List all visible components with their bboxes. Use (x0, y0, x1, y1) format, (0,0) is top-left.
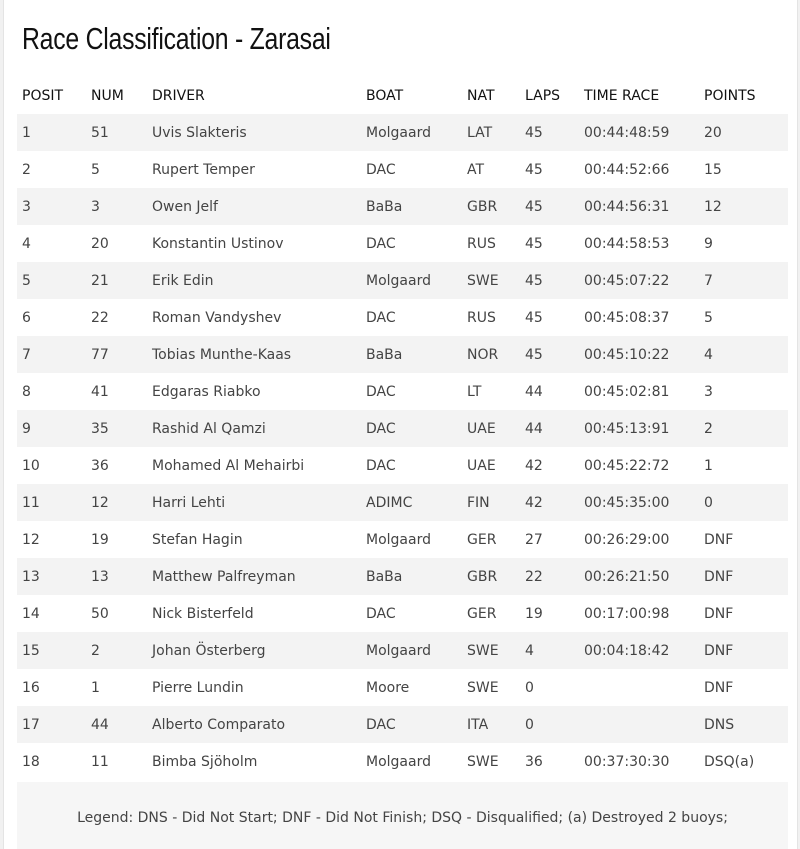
cell-posit: 8 (17, 373, 86, 410)
cell-boat: Molgaard (361, 632, 462, 669)
table-row (17, 558, 788, 595)
cell-laps: 27 (520, 521, 579, 558)
cell-driver: Erik Edin (147, 262, 361, 299)
cell-nat: LAT (462, 114, 520, 151)
cell-points: DNF (699, 632, 788, 669)
cell-nat: NOR (462, 336, 520, 373)
table-header-row (17, 77, 788, 114)
cell-posit: 2 (17, 151, 86, 188)
cell-time-race: 00:44:52:66 (579, 151, 699, 188)
cell-driver: Matthew Palfreyman (147, 558, 361, 595)
cell-time-race: 00:44:48:59 (579, 114, 699, 151)
table-row (17, 151, 788, 188)
cell-laps: 36 (520, 743, 579, 780)
cell-boat: Molgaard (361, 743, 462, 780)
cell-posit: 15 (17, 632, 86, 669)
cell-num: 19 (86, 521, 147, 558)
cell-num: 44 (86, 706, 147, 743)
table-row (17, 262, 788, 299)
cell-time-race: 00:04:18:42 (579, 632, 699, 669)
cell-time-race: 00:45:22:72 (579, 447, 699, 484)
cell-num: 21 (86, 262, 147, 299)
cell-nat: UAE (462, 410, 520, 447)
table-row (17, 484, 788, 521)
cell-laps: 45 (520, 151, 579, 188)
cell-time-race: 00:26:21:50 (579, 558, 699, 595)
column-header-num: NUM (91, 87, 124, 104)
cell-nat: FIN (462, 484, 520, 521)
cell-points: 3 (699, 373, 788, 410)
cell-nat: GBR (462, 188, 520, 225)
cell-laps: 4 (520, 632, 579, 669)
cell-driver: Bimba Sjöholm (147, 743, 361, 780)
cell-posit: 3 (17, 188, 86, 225)
page-title: Race Classification - Zarasai (22, 21, 331, 56)
cell-posit: 7 (17, 336, 86, 373)
cell-points: DNF (699, 521, 788, 558)
cell-laps: 0 (520, 706, 579, 743)
table-row (17, 632, 788, 669)
cell-driver: Rupert Temper (147, 151, 361, 188)
cell-num: 5 (86, 151, 147, 188)
cell-points: 20 (699, 114, 788, 151)
cell-laps: 44 (520, 410, 579, 447)
cell-boat: DAC (361, 447, 462, 484)
cell-num: 12 (86, 484, 147, 521)
cell-points: DSQ(a) (699, 743, 788, 780)
cell-boat: BaBa (361, 188, 462, 225)
column-header-driver: DRIVER (152, 87, 205, 104)
cell-time-race: 00:45:07:22 (579, 262, 699, 299)
cell-num: 35 (86, 410, 147, 447)
cell-points: DNF (699, 595, 788, 632)
table-row (17, 669, 788, 706)
cell-driver: Harri Lehti (147, 484, 361, 521)
cell-posit: 6 (17, 299, 86, 336)
cell-boat: Molgaard (361, 521, 462, 558)
table-row (17, 743, 788, 780)
cell-laps: 45 (520, 188, 579, 225)
cell-boat: DAC (361, 595, 462, 632)
cell-num: 2 (86, 632, 147, 669)
cell-time-race (579, 706, 699, 743)
table-row (17, 188, 788, 225)
cell-driver: Tobias Munthe-Kaas (147, 336, 361, 373)
cell-laps: 45 (520, 336, 579, 373)
cell-laps: 45 (520, 299, 579, 336)
cell-driver: Konstantin Ustinov (147, 225, 361, 262)
cell-posit: 1 (17, 114, 86, 151)
table-row (17, 373, 788, 410)
cell-boat: BaBa (361, 336, 462, 373)
cell-driver: Johan Österberg (147, 632, 361, 669)
cell-posit: 5 (17, 262, 86, 299)
cell-time-race (579, 669, 699, 706)
cell-boat: DAC (361, 225, 462, 262)
cell-nat: SWE (462, 669, 520, 706)
cell-posit: 12 (17, 521, 86, 558)
column-header-time-race: TIME RACE (584, 87, 660, 104)
cell-num: 22 (86, 299, 147, 336)
cell-laps: 44 (520, 373, 579, 410)
cell-laps: 45 (520, 262, 579, 299)
cell-posit: 11 (17, 484, 86, 521)
cell-laps: 42 (520, 484, 579, 521)
column-header-posit: POSIT (22, 87, 64, 104)
cell-points: 0 (699, 484, 788, 521)
cell-time-race: 00:17:00:98 (579, 595, 699, 632)
cell-time-race: 00:37:30:30 (579, 743, 699, 780)
cell-posit: 9 (17, 410, 86, 447)
classification-panel (3, 0, 798, 849)
cell-driver: Nick Bisterfeld (147, 595, 361, 632)
cell-points: 1 (699, 447, 788, 484)
cell-num: 50 (86, 595, 147, 632)
cell-points: 9 (699, 225, 788, 262)
cell-driver: Alberto Comparato (147, 706, 361, 743)
cell-driver: Stefan Hagin (147, 521, 361, 558)
cell-boat: Molgaard (361, 114, 462, 151)
cell-num: 77 (86, 336, 147, 373)
cell-time-race: 00:45:02:81 (579, 373, 699, 410)
cell-posit: 14 (17, 595, 86, 632)
cell-posit: 4 (17, 225, 86, 262)
table-row (17, 114, 788, 151)
legend-text: Legend: DNS - Did Not Start; DNF - Did Not Finish; DSQ - Disqualified; (a) Destroyed 2 buoys; (77, 810, 728, 826)
cell-nat: GER (462, 595, 520, 632)
cell-posit: 10 (17, 447, 86, 484)
cell-nat: RUS (462, 299, 520, 336)
cell-points: DNS (699, 706, 788, 743)
cell-driver: Roman Vandyshev (147, 299, 361, 336)
cell-driver: Owen Jelf (147, 188, 361, 225)
cell-nat: ITA (462, 706, 520, 743)
cell-points: 12 (699, 188, 788, 225)
cell-points: DNF (699, 669, 788, 706)
cell-num: 36 (86, 447, 147, 484)
legend-box (17, 782, 788, 849)
cell-points: 15 (699, 151, 788, 188)
cell-num: 3 (86, 188, 147, 225)
cell-posit: 17 (17, 706, 86, 743)
cell-points: 2 (699, 410, 788, 447)
table-row (17, 410, 788, 447)
cell-nat: SWE (462, 262, 520, 299)
cell-num: 41 (86, 373, 147, 410)
cell-nat: LT (462, 373, 520, 410)
cell-nat: AT (462, 151, 520, 188)
column-header-laps: LAPS (525, 87, 561, 104)
cell-time-race: 00:26:29:00 (579, 521, 699, 558)
column-header-boat: BOAT (366, 87, 404, 104)
classification-table (17, 77, 788, 780)
cell-num: 51 (86, 114, 147, 151)
cell-posit: 16 (17, 669, 86, 706)
cell-time-race: 00:45:10:22 (579, 336, 699, 373)
cell-boat: DAC (361, 706, 462, 743)
cell-boat: DAC (361, 299, 462, 336)
cell-driver: Edgaras Riabko (147, 373, 361, 410)
cell-boat: DAC (361, 151, 462, 188)
cell-time-race: 00:45:13:91 (579, 410, 699, 447)
cell-nat: UAE (462, 447, 520, 484)
cell-laps: 45 (520, 114, 579, 151)
cell-nat: GER (462, 521, 520, 558)
cell-driver: Rashid Al Qamzi (147, 410, 361, 447)
cell-driver: Pierre Lundin (147, 669, 361, 706)
cell-laps: 45 (520, 225, 579, 262)
cell-time-race: 00:45:08:37 (579, 299, 699, 336)
cell-points: 4 (699, 336, 788, 373)
cell-nat: SWE (462, 632, 520, 669)
cell-laps: 42 (520, 447, 579, 484)
cell-time-race: 00:44:56:31 (579, 188, 699, 225)
cell-num: 1 (86, 669, 147, 706)
cell-posit: 18 (17, 743, 86, 780)
column-header-points: POINTS (704, 87, 756, 104)
column-header-nat: NAT (467, 87, 495, 104)
cell-driver: Mohamed Al Mehairbi (147, 447, 361, 484)
cell-nat: RUS (462, 225, 520, 262)
cell-driver: Uvis Slakteris (147, 114, 361, 151)
cell-nat: GBR (462, 558, 520, 595)
cell-points: DNF (699, 558, 788, 595)
table-row (17, 225, 788, 262)
cell-points: 7 (699, 262, 788, 299)
cell-boat: DAC (361, 373, 462, 410)
cell-boat: Molgaard (361, 262, 462, 299)
cell-time-race: 00:45:35:00 (579, 484, 699, 521)
cell-boat: DAC (361, 410, 462, 447)
table-row (17, 299, 788, 336)
cell-points: 5 (699, 299, 788, 336)
cell-laps: 19 (520, 595, 579, 632)
table-row (17, 447, 788, 484)
cell-num: 11 (86, 743, 147, 780)
cell-nat: SWE (462, 743, 520, 780)
table-row (17, 706, 788, 743)
cell-laps: 22 (520, 558, 579, 595)
table-row (17, 336, 788, 373)
cell-num: 13 (86, 558, 147, 595)
table-row (17, 595, 788, 632)
cell-time-race: 00:44:58:53 (579, 225, 699, 262)
table-row (17, 521, 788, 558)
cell-boat: ADIMC (361, 484, 462, 521)
cell-posit: 13 (17, 558, 86, 595)
cell-boat: BaBa (361, 558, 462, 595)
cell-num: 20 (86, 225, 147, 262)
cell-laps: 0 (520, 669, 579, 706)
cell-boat: Moore (361, 669, 462, 706)
